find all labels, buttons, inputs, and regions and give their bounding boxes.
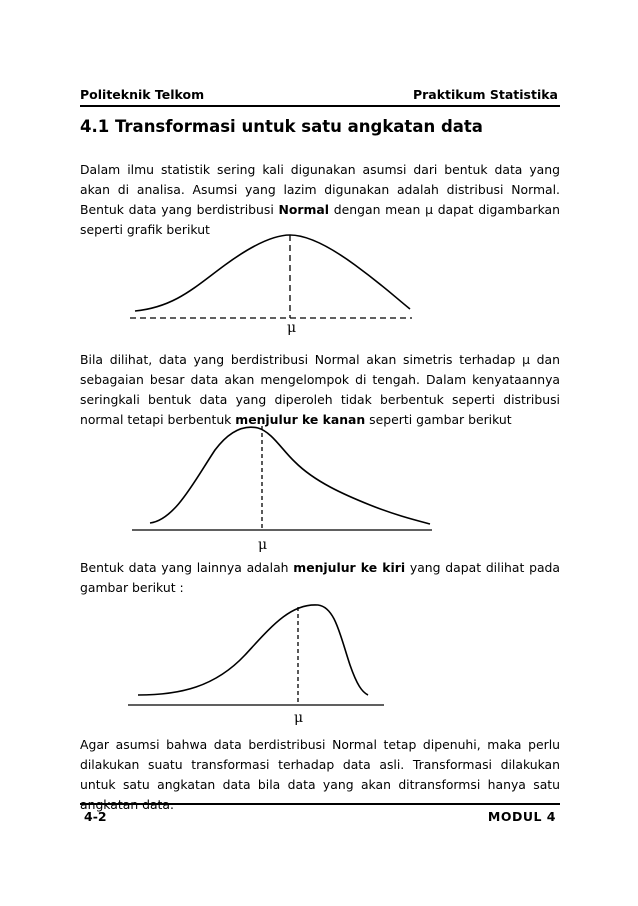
mu-label-2: μ xyxy=(258,537,268,553)
footer-rule xyxy=(80,803,560,805)
header-rule xyxy=(80,105,560,107)
normal-curve xyxy=(135,235,410,311)
mu-label-1: μ xyxy=(287,320,297,336)
left-skew-figure xyxy=(0,595,638,715)
right-skew-curve xyxy=(150,427,430,524)
normal-emphasis: Normal xyxy=(278,202,330,217)
section-title: 4.1 Transformasi untuk satu angkatan data xyxy=(80,117,483,136)
header-right: Praktikum Statistika xyxy=(412,87,558,102)
page-number: 4-2 xyxy=(84,809,107,824)
right-skew-figure xyxy=(0,420,638,540)
header-left: Politeknik Telkom xyxy=(80,87,205,102)
left-skew-emphasis: menjulur ke kiri xyxy=(293,560,406,575)
normal-curve-figure xyxy=(0,225,638,335)
module-label: MODUL 4 xyxy=(487,809,556,824)
right-skew-emphasis: menjulur ke kanan xyxy=(235,412,366,427)
left-skew-curve xyxy=(138,605,368,695)
mu-label-3: μ xyxy=(294,710,304,726)
paragraph-normal-intro: Dalam ilmu statistik sering kali digunakan asumsi dari bentuk data yang akan di analisa. Asumsi yang lazim digunakan adalah distribusi Normal. Bentuk data yang berdistribusi Normal dengan mean μ dapat digambarkan seperti grafik berikut xyxy=(80,162,560,237)
paragraph-transform: Agar asumsi bahwa data berdistribusi Normal tetap dipenuhi, maka perlu dilakukan suatu transformasi terhadap data asli. Transformasi dilakukan untuk satu angkatan data bila data yang akan ditransformsi hanya satu angkatan data. xyxy=(80,737,560,812)
paragraph-left-skew: Bentuk data yang lainnya adalah menjulur ke kiri yang dapat dilihat pada gambar berikut : xyxy=(80,560,560,595)
paragraph-right-skew: Bila dilihat, data yang berdistribusi Normal akan simetris terhadap μ dan sebagaian besar data akan mengelompok di tengah. Dalam kenyataannya seringkali bentuk data yang diperoleh tidak berbentuk seperti distribusi normal tetapi berbentuk menjulur ke kanan seperti gambar berikut xyxy=(80,352,560,427)
